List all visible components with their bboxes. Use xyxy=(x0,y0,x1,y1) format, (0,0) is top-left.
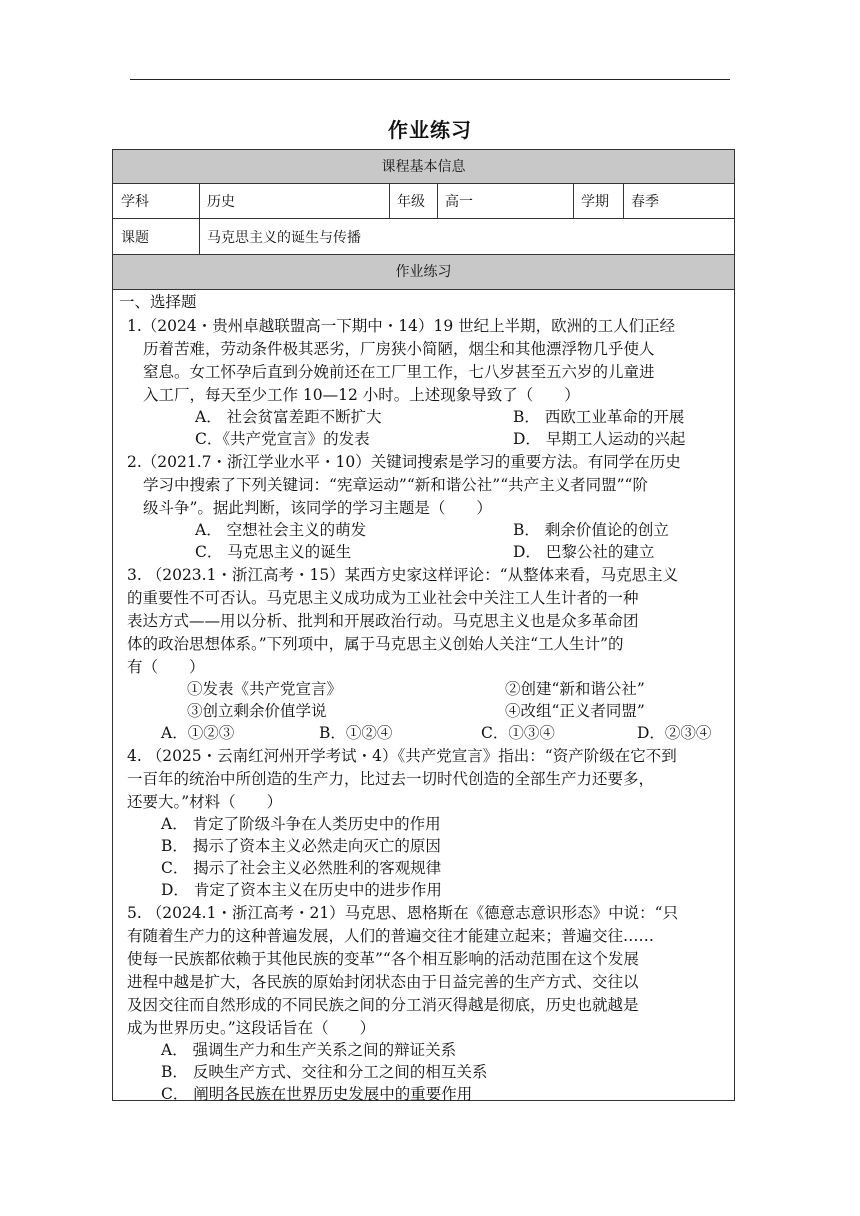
question-line: 及因交往而自然形成的不同民族之间的分工消灭得越是彻底，历史也就越是 xyxy=(127,996,639,1014)
option-d[interactable]: D． 肯定了资本主义在历史中的进步作用 xyxy=(161,881,442,899)
question-line: 1.（2024・贵州卓越联盟高一下期中・14）19 世纪上半期，欧洲的工人们正经 xyxy=(127,317,676,335)
question-line: 有随着生产力的这种普遍发展，人们的普遍交往才能建立起来；普遍交往…… xyxy=(127,927,655,945)
option-a[interactable]: A． 强调生产力和生产关系之间的辩证关系 xyxy=(161,1041,457,1059)
topic-label: 课题 xyxy=(121,229,149,246)
question-line: 学习中搜索了下列关键词：“宪章运动”“新和谐公社”“共产主义者同盟”“阶 xyxy=(143,476,648,494)
option-a[interactable]: A． 肯定了阶级斗争在人类历史中的作用 xyxy=(161,815,441,833)
worksheet-table xyxy=(112,149,735,1101)
page-title: 作业练习 xyxy=(388,118,472,142)
question-line: 2.（2021.7・浙江学业水平・10）关键词搜索是学习的重要方法。有同学在历史 xyxy=(127,453,681,471)
question-line: 成为世界历史。”这段话旨在（ ） xyxy=(127,1019,376,1037)
question-line: 入工厂，每天至少工作 10—12 小时。上述现象导致了（ ） xyxy=(143,386,580,404)
term-value: 春季 xyxy=(631,194,659,210)
statement-1: ①发表《共产党宣言》 xyxy=(187,680,343,698)
option-b[interactable]: B． 西欧工业革命的开展 xyxy=(513,408,685,426)
statement-4: ④改组“正义者同盟” xyxy=(505,702,645,720)
question-line: 的重要性不可否认。马克思主义成功成为工业社会中关注工人生计者的一种 xyxy=(127,589,639,607)
question-line: 历着苦难，劳动条件极其恶劣，厂房狭小简陋，烟尘和其他漂浮物几乎使人 xyxy=(143,340,655,358)
option-b[interactable]: B． 揭示了资本主义必然走向灭亡的原因 xyxy=(161,837,441,855)
subject-value: 历史 xyxy=(207,194,235,210)
term-label: 学期 xyxy=(581,194,609,210)
option-b[interactable]: B．①②④ xyxy=(319,724,393,742)
question-line: 级斗争”。据此判断，该同学的学习主题是（ ） xyxy=(143,499,492,517)
question-line: 3. （2023.1・浙江高考・15）某西方史家这样评论：“从整体来看，马克思主义 xyxy=(127,566,679,584)
question-line: 5. （2024.1・浙江高考・21）马克思、恩格斯在《德意志意识形态》中说：“只 xyxy=(127,904,679,922)
grade-value: 高一 xyxy=(445,194,473,210)
option-c[interactable]: C． 阐明各民族在世界历史发展中的重要作用 xyxy=(161,1085,473,1103)
topic-value: 马克思主义的诞生与传播 xyxy=(207,229,361,246)
option-c[interactable]: C． 揭示了社会主义必然胜利的客观规律 xyxy=(161,859,442,877)
course-info-header: 课程基本信息 xyxy=(113,150,734,184)
option-d[interactable]: D．②③④ xyxy=(637,724,712,742)
section-title: 一、选择题 xyxy=(119,293,197,311)
option-d[interactable]: D． 巴黎公社的建立 xyxy=(513,543,655,561)
option-c[interactable]: C．《共产党宣言》的发表 xyxy=(195,430,370,448)
option-b[interactable]: B． 反映生产方式、交往和分工之间的相互关系 xyxy=(161,1063,488,1081)
question-line: 表达方式——用以分析、批判和开展政治行动。马克思主义也是众多革命团 xyxy=(127,612,639,630)
subject-label: 学科 xyxy=(121,194,149,210)
question-line: 体的政治思想体系。”下列项中，属于马克思主义创始人关注“工人生计”的 xyxy=(127,635,624,653)
exercise-header: 作业练习 xyxy=(113,255,734,290)
question-line: 还要大。”材料（ ） xyxy=(127,793,283,811)
option-a[interactable]: A．①②③ xyxy=(161,724,235,742)
option-c[interactable]: C．①③④ xyxy=(481,724,555,742)
statement-2: ②创建“新和谐公社” xyxy=(505,680,645,698)
grade-label: 年级 xyxy=(397,194,425,210)
question-line: 进程中越是扩大，各民族的原始封闭状态由于日益完善的生产方式、交往以 xyxy=(127,973,639,991)
option-a[interactable]: A． 空想社会主义的萌发 xyxy=(195,521,367,539)
statement-3: ③创立剩余价值学说 xyxy=(187,702,327,720)
question-line: 有（ ） xyxy=(127,658,205,676)
header-rule xyxy=(130,79,730,80)
option-c[interactable]: C． 马克思主义的诞生 xyxy=(195,543,352,561)
option-b[interactable]: B． 剩余价值论的创立 xyxy=(513,521,669,539)
question-line: 一百年的统治中所创造的生产力，比过去一切时代创造的全部生产力还要多， xyxy=(127,770,655,788)
question-line: 4. （2025・云南红河州开学考试・4）《共产党宣言》指出：“资产阶级在它不到 xyxy=(127,747,677,765)
option-d[interactable]: D． 早期工人运动的兴起 xyxy=(513,430,686,448)
option-a[interactable]: A． 社会贫富差距不断扩大 xyxy=(195,408,382,426)
question-line: 窒息。女工怀孕后直到分娩前还在工厂里工作，七八岁甚至五六岁的儿童进 xyxy=(143,363,655,381)
topic-row xyxy=(113,219,734,255)
question-line: 使每一民族都依赖于其他民族的变革”“各个相互影响的活动范围在这个发展 xyxy=(127,950,639,968)
info-row xyxy=(113,184,734,219)
